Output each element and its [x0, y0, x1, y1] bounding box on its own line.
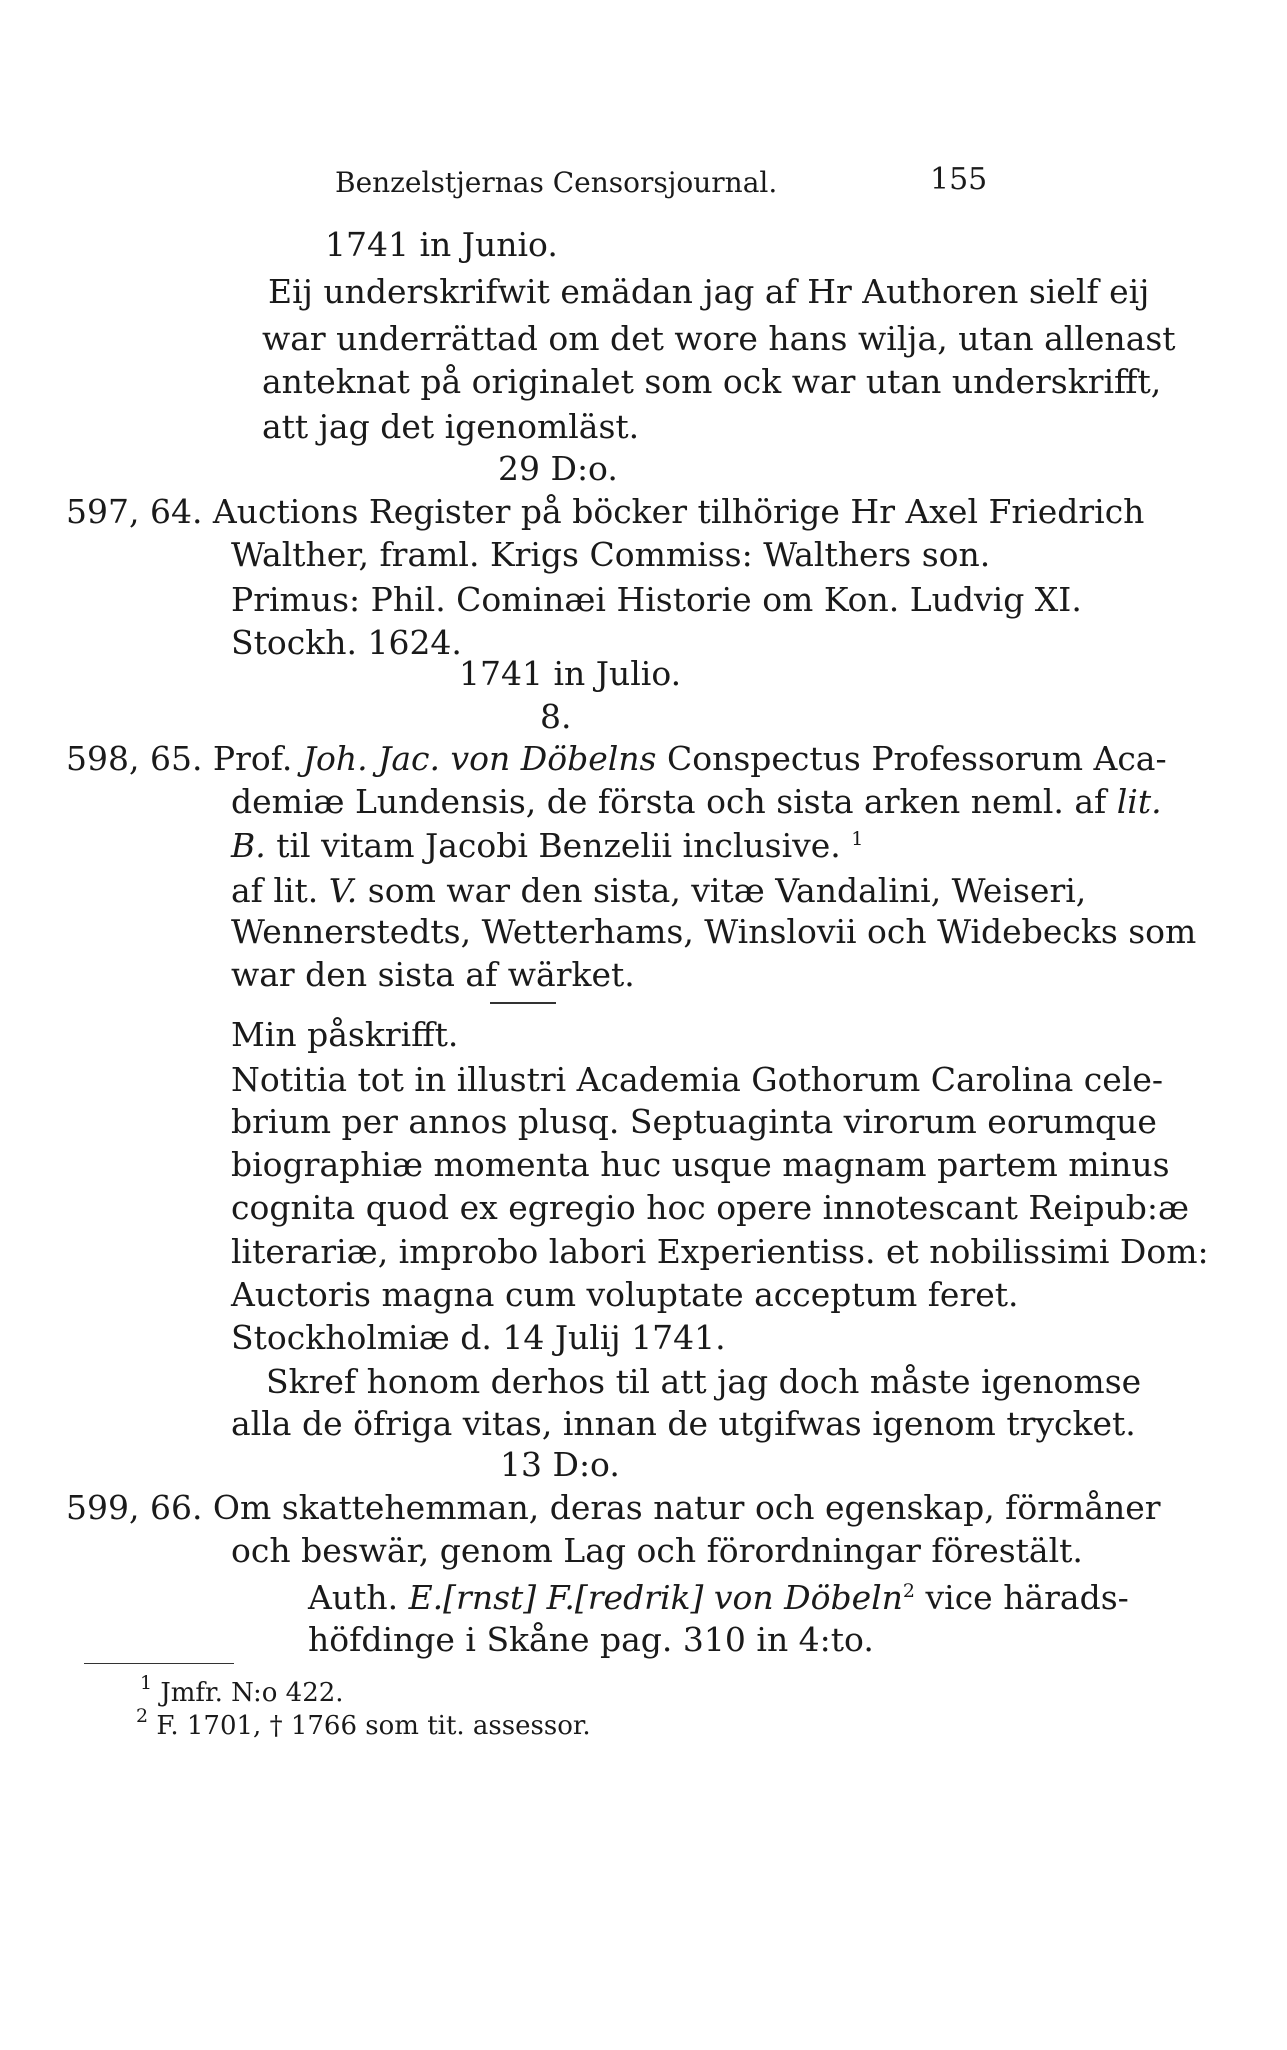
- footnote-rule: [84, 1663, 234, 1664]
- latin-line: biographiæ momenta huc usque magnam partem minus: [231, 1145, 1170, 1184]
- text-line: war underrättad om det wore hans wilja, utan allenast: [262, 319, 1176, 358]
- text-line: Auth. E.[rnst] F.[redrik] von Döbeln$^2$ vice härads-: [308, 1578, 1129, 1617]
- section-divider: [490, 1002, 556, 1004]
- text-line: Eij underskrifwit emädan jag af Hr Authoren sielf eij: [268, 272, 1150, 311]
- text-line: B. til vitam Jacobi Benzelii inclusive. $^1$: [231, 826, 864, 865]
- latin-line: cognita quod ex egregio hoc opere innotescant Reipub:æ: [231, 1188, 1189, 1227]
- page-number: 155: [930, 162, 988, 197]
- running-title: Benzelstjernas Censorsjournal.: [335, 166, 778, 199]
- text-line: Primus: Phil. Cominæi Historie om Kon. Ludvig XI.: [231, 580, 1082, 619]
- date-heading: 1741 in Julio.: [459, 654, 682, 693]
- text-line: af lit. V. som war den sista, vitæ Vandalini, Weiseri,: [231, 871, 1087, 910]
- text-line: alla de öfriga vitas, innan de utgifwas igenom trycket.: [231, 1404, 1136, 1443]
- text-line: war den sista af wärket.: [231, 955, 635, 994]
- latin-line: literariæ, improbo labori Experientiss. et nobilissimi Dom:: [231, 1232, 1209, 1271]
- date-heading: 13 D:o.: [500, 1445, 620, 1484]
- latin-line: Notitia tot in illustri Academia Gothorum Carolina cele-: [231, 1060, 1164, 1099]
- text-line: Stockh. 1624.: [231, 623, 462, 662]
- latin-line: Stockholmiæ d. 14 Julij 1741.: [231, 1318, 726, 1357]
- text-line: höfdinge i Skåne pag. 310 in 4:to.: [308, 1620, 874, 1659]
- entry-598: 598, 65. Prof. Joh. Jac. von Döbelns Conspectus Professorum Aca-: [66, 739, 1167, 778]
- entry-599: 599, 66. Om skattehemman, deras natur och egenskap, förmåner: [66, 1488, 1161, 1527]
- footnote-2: $^2$ F. 1701, † 1766 som tit. assessor.: [136, 1705, 591, 1741]
- text-line: demiæ Lundensis, de första och sista arken neml. af lit.: [231, 782, 1162, 821]
- subheading: Min påskrifft.: [231, 1015, 459, 1054]
- day-heading: 8.: [540, 697, 572, 736]
- text-line: att jag det igenomläst.: [262, 407, 640, 446]
- footnote-1: $^1$ Jmfr. N:o 422.: [140, 1672, 344, 1708]
- text-line: anteknat på originalet som ock war utan underskrifft,: [262, 362, 1162, 401]
- text-line: Walther, framl. Krigs Commiss: Walthers son.: [231, 535, 991, 574]
- text-line: Skref honom derhos til att jag doch måste igenomse: [266, 1362, 1142, 1401]
- latin-line: brium per annos plusq. Septuaginta virorum eorumque: [231, 1102, 1157, 1141]
- text-line: och beswär, genom Lag och förordningar förestält.: [231, 1531, 1083, 1570]
- latin-line: Auctoris magna cum voluptate acceptum feret.: [231, 1275, 1019, 1314]
- footnote-ref: 2: [902, 1580, 916, 1602]
- footnote-ref: 1: [851, 828, 864, 850]
- date-heading: 29 D:o.: [498, 449, 618, 488]
- entry-597: 597, 64. Auctions Register på böcker tilhörige Hr Axel Friedrich: [66, 492, 1145, 531]
- text-line: Wennerstedts, Wetterhams, Winslovii och Widebecks som: [231, 912, 1197, 951]
- date-heading: 1741 in Junio.: [325, 225, 558, 264]
